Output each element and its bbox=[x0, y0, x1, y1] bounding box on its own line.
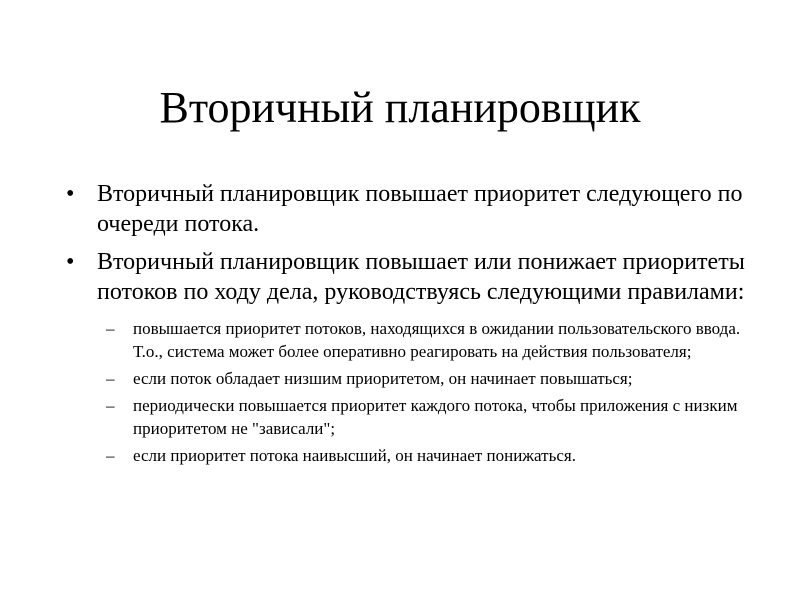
subbullet-marker: – bbox=[106, 319, 115, 338]
bullet-marker: • bbox=[66, 181, 75, 207]
subbullet-item bbox=[62, 317, 752, 363]
bullet-marker: • bbox=[66, 249, 75, 275]
subbullet-marker: – bbox=[106, 446, 115, 465]
subbullet-item bbox=[62, 394, 752, 440]
bullet-text: Вторичный планировщик повышает или понижает приоритеты потоков по ходу дела, руководствуясь следующими правилами: bbox=[97, 249, 745, 305]
subbullet-marker: – bbox=[106, 369, 115, 388]
subbullet-item bbox=[62, 444, 752, 467]
subbullet-text: повышается приоритет потоков, находящихся в ожидании пользовательского ввода. Т.о., система может более оперативно реагировать на действия пользователя; bbox=[133, 319, 741, 361]
bullet-item bbox=[62, 247, 752, 307]
slide-content bbox=[62, 179, 752, 471]
bullet-item bbox=[62, 179, 752, 239]
subbullet-list bbox=[62, 317, 752, 467]
bullet-text: Вторичный планировщик повышает приоритет следующего по очереди потока. bbox=[97, 181, 743, 237]
slide-title: Вторичный планировщик bbox=[159, 83, 641, 132]
subbullet-marker: – bbox=[106, 396, 115, 415]
subbullet-item bbox=[62, 367, 752, 390]
subbullet-text: если поток обладает низшим приоритетом, он начинает повышаться; bbox=[133, 369, 633, 388]
subbullet-text: периодически повышается приоритет каждого потока, чтобы приложения с низким приоритетом не "зависали"; bbox=[133, 396, 738, 438]
subbullet-text: если приоритет потока наивысший, он начинает понижаться. bbox=[133, 446, 576, 465]
